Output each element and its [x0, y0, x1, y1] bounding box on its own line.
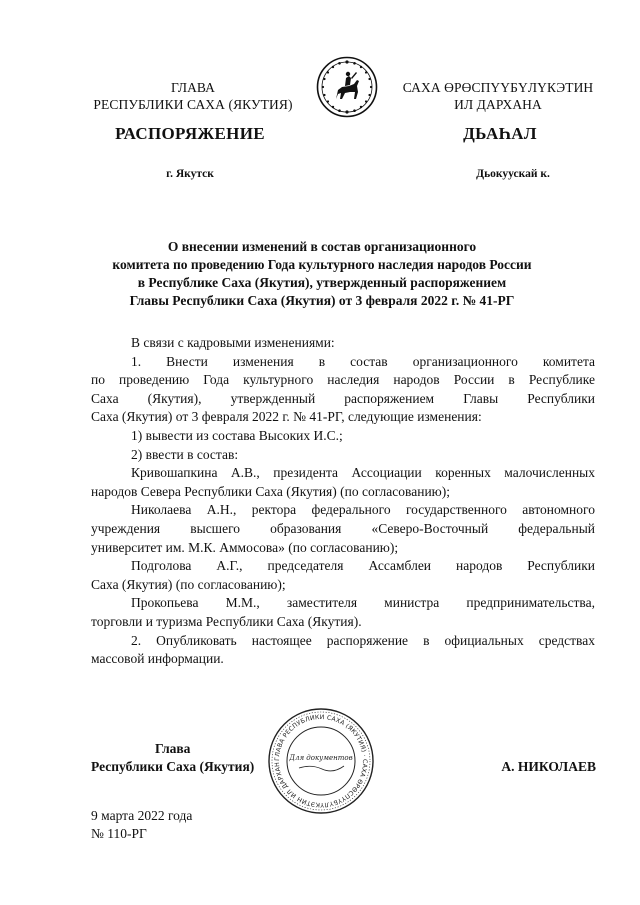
document-body	[91, 334, 595, 669]
body-line: Саха (Якутия) от 3 февраля 2022 г. № 41-РГ, следующие изменения:	[91, 409, 482, 425]
body-line: торговли и туризма Республики Саха (Якутия).	[91, 613, 362, 629]
title-line: Главы Республики Саха (Якутия) от 3 февраля 2022 г. № 41-РГ	[129, 293, 515, 308]
signatory-name: А. НИКОЛАЕВ	[501, 759, 596, 774]
position-line2: Республики Саха (Якутия)	[91, 759, 255, 774]
header-left-line1: ГЛАВА	[170, 80, 216, 95]
body-line: по проведению Года культурного наследия народов России в Республике	[91, 372, 595, 388]
body-line: учреждения высшего образования «Северо-Восточный федеральный	[91, 520, 595, 536]
body-line: 2) ввести в состав:	[131, 446, 239, 462]
body-line: 1. Внести изменения в состав организационного комитета	[131, 353, 595, 369]
body-line: В связи с кадровыми изменениями:	[131, 335, 335, 350]
body-line: Подголова А.Г., председателя Ассамблеи народов Республики	[131, 558, 595, 574]
header-right-line2: ИЛ ДАРХАНА	[454, 97, 542, 112]
header-right	[392, 79, 604, 113]
stamp-center-text: Для документов	[289, 754, 353, 762]
body-line: народов Севера Республики Саха (Якутия) (по согласованию);	[91, 483, 450, 499]
signatory-position	[91, 740, 291, 776]
coat-of-arms-emblem	[316, 56, 378, 118]
stamp-ring-text: ГЛАВА РЕСПУБЛИКИ САХА (ЯКУТИЯ) · САХА ӨРӨСПҮҮБҮЛҮКЭТИН ИЛ ДАРХАН	[273, 713, 369, 809]
body-line: Саха (Якутия), утвержденный распоряжением Главы Республики	[91, 390, 595, 406]
header-right-line1: САХА ӨРӨСПҮҮБҮЛҮКЭТИН	[402, 80, 594, 95]
title-line: комитета по проведению Года культурного наследия народов России	[112, 257, 532, 272]
document-number: № 110-РГ	[91, 826, 147, 841]
body-line: Прокопьева М.М., заместителя министра предпринимательства,	[131, 595, 595, 611]
body-line: 1) вывести из состава Высоких И.С.;	[131, 427, 343, 443]
city-ru: г. Якутск	[166, 168, 214, 180]
doc-type-ru: РАСПОРЯЖЕНИЕ	[115, 124, 265, 143]
document-title	[60, 238, 584, 310]
document-date: 9 марта 2022 года	[91, 808, 193, 823]
doc-type-sakha: ДЬАҺАЛ	[463, 124, 537, 143]
city-sakha: Дьокуускай к.	[476, 168, 550, 180]
position-line1: Глава	[155, 741, 191, 756]
header-left-line2: РЕСПУБЛИКИ САХА (ЯКУТИЯ)	[93, 97, 293, 112]
official-stamp	[266, 706, 376, 816]
body-line: Кривошапкина А.В., президента Ассоциации коренных малочисленных	[131, 465, 595, 481]
title-line: О внесении изменений в состав организационного	[167, 239, 477, 254]
body-line: массовой информации.	[91, 651, 224, 667]
body-line: 2. Опубликовать настоящее распоряжение в официальных средствах	[131, 632, 595, 648]
body-line: Саха (Якутия) (по согласованию);	[91, 576, 286, 592]
header-left	[78, 79, 308, 113]
body-line: Николаева А.Н., ректора федерального государственного автономного	[131, 502, 595, 518]
body-line: университет им. М.К. Аммосова» (по согласованию);	[91, 539, 399, 555]
title-line: в Республике Саха (Якутия), утвержденный распоряжением	[137, 275, 507, 290]
